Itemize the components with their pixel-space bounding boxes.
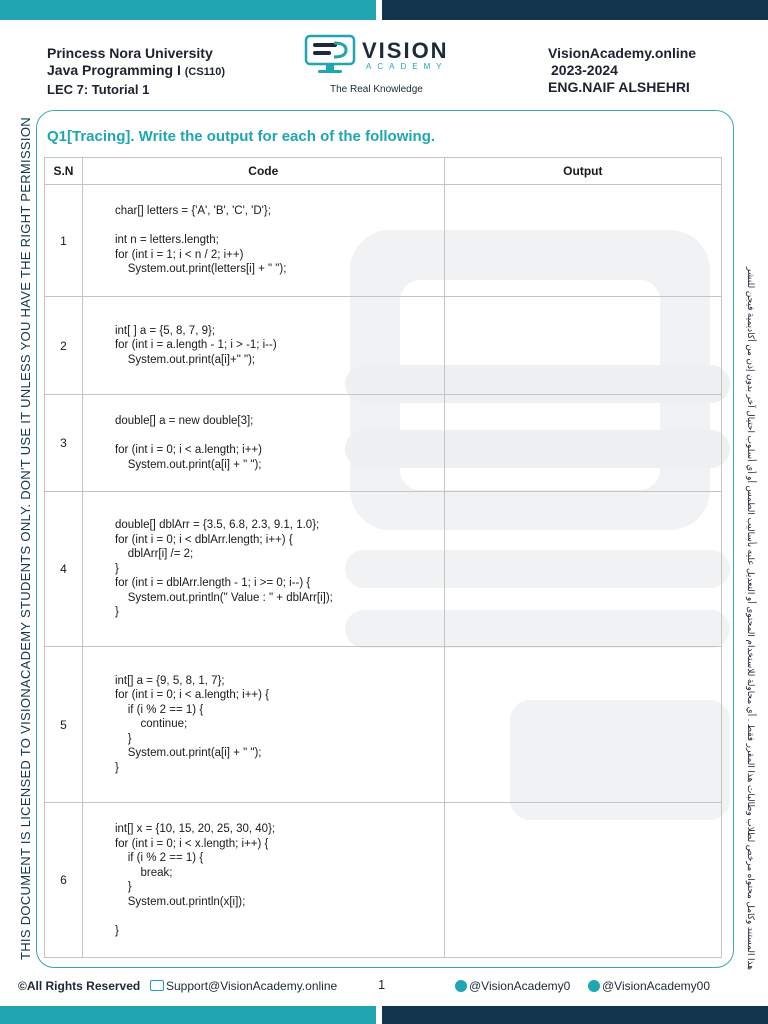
top-bar-navy bbox=[382, 0, 768, 20]
code-cell bbox=[82, 395, 444, 492]
academic-year: 2023-2024 bbox=[551, 62, 618, 78]
twitter-handle[interactable] bbox=[588, 979, 710, 993]
telegram-text: @VisionAcademy0 bbox=[469, 979, 571, 993]
row-number: 6 bbox=[45, 803, 83, 958]
row-number: 5 bbox=[45, 647, 83, 803]
code-snippet: double[] dblArr = {3.5, 6.8, 2.3, 9.1, 1.0}; for (int i = 0; i < dblArr.length; i++) { dblArr[i] /= 2; } for (int i = dblArr.length - 1; i >= 0; i--) { System.out.println(" Value : " + dblArr[i]); } bbox=[114, 519, 333, 619]
support-email[interactable] bbox=[150, 979, 337, 993]
output-cell[interactable] bbox=[444, 297, 721, 395]
code-cell bbox=[82, 647, 444, 803]
code-snippet: char[] letters = {'A', 'B', 'C', 'D'}; int n = letters.length; for (int i = 1; i < n / 2; i++) System.out.print(letters[i] + " "); bbox=[114, 205, 287, 276]
website-link[interactable]: VisionAcademy.online bbox=[548, 45, 697, 61]
header-output: Output bbox=[444, 158, 721, 185]
course-name: Java Programming I bbox=[47, 62, 181, 78]
code-cell bbox=[82, 185, 444, 297]
output-cell[interactable] bbox=[444, 185, 721, 297]
vision-academy-logo bbox=[300, 34, 470, 98]
lecture-label: LEC 7: Tutorial 1 bbox=[47, 82, 150, 97]
page-number: 1 bbox=[378, 977, 386, 992]
header-left bbox=[47, 45, 225, 98]
copyright-notice: ©All Rights Reserved bbox=[18, 979, 141, 993]
output-cell[interactable] bbox=[444, 803, 721, 958]
header-sn: S.N bbox=[45, 158, 83, 185]
table-row bbox=[45, 492, 722, 647]
row-number: 2 bbox=[45, 297, 83, 395]
university-name: Princess Nora University bbox=[47, 45, 213, 61]
table-row bbox=[45, 647, 722, 803]
code-cell bbox=[82, 803, 444, 958]
instructor-name: ENG.NAIF ALSHEHRI bbox=[548, 79, 690, 95]
logo-monitor-icon bbox=[304, 34, 356, 78]
bottom-bar-teal bbox=[0, 1006, 376, 1024]
code-snippet: double[] a = new double[3]; for (int i = 0; i < a.length; i++) System.out.print(a[i] + " "); bbox=[114, 415, 262, 471]
telegram-icon bbox=[455, 980, 467, 992]
table-header-row bbox=[45, 158, 722, 185]
code-cell bbox=[82, 297, 444, 395]
tracing-table bbox=[44, 157, 722, 958]
table-row bbox=[45, 803, 722, 958]
course-line bbox=[47, 62, 225, 81]
top-bar-teal bbox=[0, 0, 376, 20]
table-row bbox=[45, 395, 722, 492]
logo-tagline: The Real Knowledge bbox=[330, 84, 423, 95]
row-number: 3 bbox=[45, 395, 83, 492]
license-notice-arabic: هذا المستند وكامل محتواه مرخص لطلاب وطالبات هذا المقرر فقط . أي محاولة للاستخدام المحتوى أو التعديل عليه بأساليب الطمس أو أي أسلوب احتيال آخر بدون إذن من أكاديمية فيجن للنشر bbox=[746, 266, 756, 970]
telegram-handle[interactable] bbox=[455, 979, 570, 993]
row-number: 1 bbox=[45, 185, 83, 297]
table-row bbox=[45, 185, 722, 297]
header-right bbox=[548, 45, 696, 96]
question-title: Q1[Tracing]. Write the output for each of the following. bbox=[47, 128, 436, 145]
row-number: 4 bbox=[45, 492, 83, 647]
logo-title: VISION bbox=[362, 38, 449, 63]
course-code: (CS110) bbox=[184, 66, 226, 78]
output-cell[interactable] bbox=[444, 395, 721, 492]
logo-subtitle: ACADEMY bbox=[366, 62, 448, 71]
output-cell[interactable] bbox=[444, 492, 721, 647]
twitter-icon bbox=[588, 980, 600, 992]
code-snippet: int[ ] a = {5, 8, 7, 9}; for (int i = a.length - 1; i > -1; i--) System.out.print(a[i]+" "); bbox=[114, 324, 277, 366]
code-snippet: int[] x = {10, 15, 20, 25, 30, 40}; for (int i = 0; i < x.length; i++) { if (i % 2 == 1) { break; } System.out.println(x[i]); } bbox=[114, 823, 276, 937]
code-cell bbox=[82, 492, 444, 647]
bottom-bar-navy bbox=[382, 1006, 768, 1024]
output-cell[interactable] bbox=[444, 647, 721, 803]
email-icon bbox=[150, 980, 164, 991]
twitter-text: @VisionAcademy00 bbox=[602, 979, 711, 993]
table-row bbox=[45, 297, 722, 395]
code-snippet: int[] a = {9, 5, 8, 1, 7}; for (int i = 0; i < a.length; i++) { if (i % 2 == 1) { continue; } System.out.print(a[i] + " "); } bbox=[114, 674, 270, 774]
header-code: Code bbox=[82, 158, 444, 185]
license-notice-vertical: THIS DOCUMENT IS LICENSED TO VISIONACADEMY STUDENTS ONLY. DON'T USE IT UNLESS YOU HAVE THE RIGHT PERMISSION bbox=[18, 117, 33, 960]
support-email-text: Support@VisionAcademy.online bbox=[166, 979, 338, 993]
